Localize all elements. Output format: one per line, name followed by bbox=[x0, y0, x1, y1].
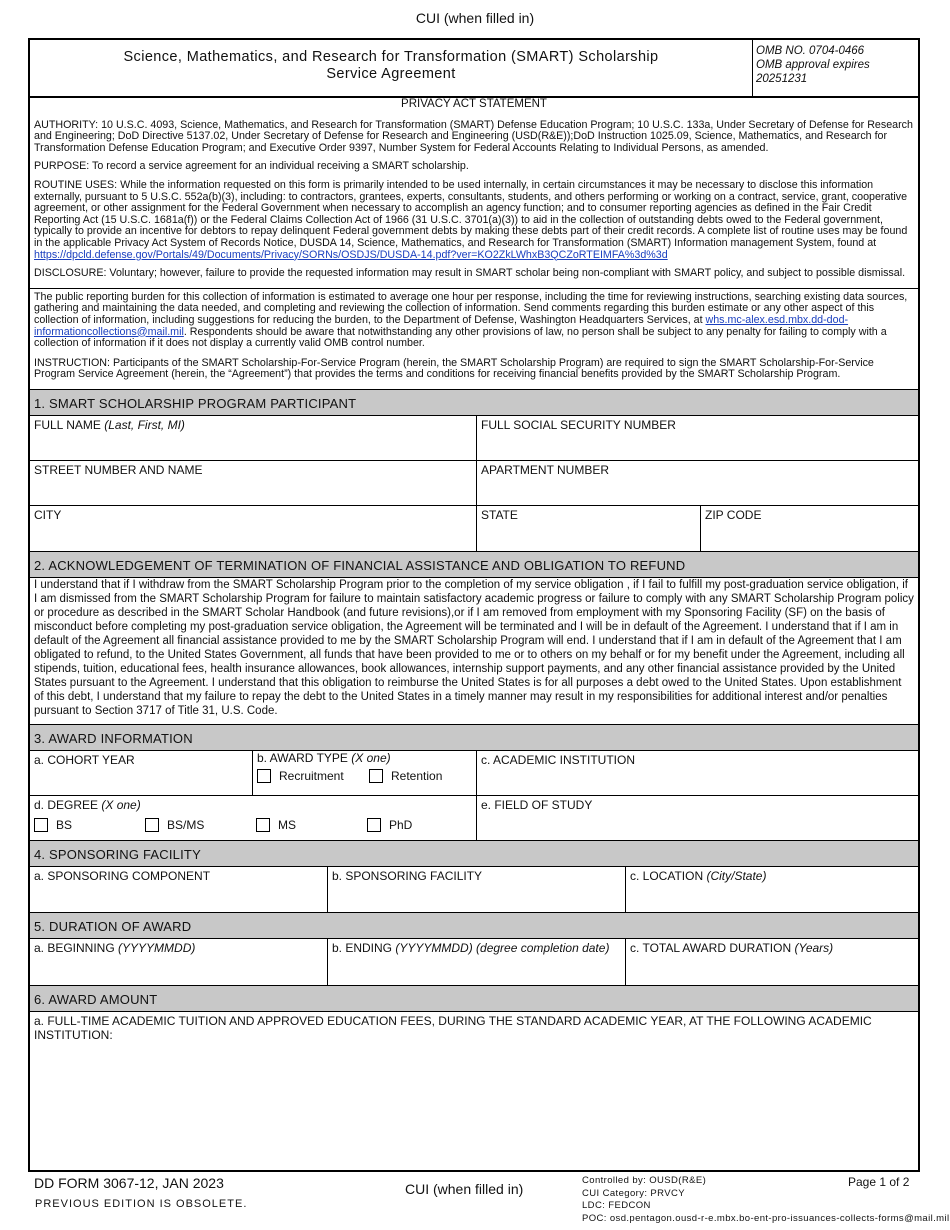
instruction-text: INSTRUCTION: Participants of the SMART Scholarship-For-Service Program (herein, the SMART Scholarship Program) are required to sign the SMART Scholarship-For-Service Program Service Agreement (herein, the “Agreement”) that provides the terms and conditions for receiving financial benefits provided by the SMART Scholarship Program. bbox=[34, 356, 874, 381]
cui-marking-top: CUI (when filled in) bbox=[415, 10, 535, 26]
academic-institution-label: c. ACADEMIC INSTITUTION bbox=[481, 752, 636, 767]
cohort-year-label: a. COHORT YEAR bbox=[34, 752, 135, 767]
tuition-label: a. FULL-TIME ACADEMIC TUITION AND APPROVED EDUCATION FEES, DURING THE STANDARD ACADEMIC YEAR, AT THE FOLLOWING ACADEMIC INSTITUTION: bbox=[34, 1013, 872, 1042]
state-label: STATE bbox=[481, 507, 518, 522]
sponsoring-component-label: a. SPONSORING COMPONENT bbox=[34, 868, 211, 883]
beginning-label: a. BEGINNING bbox=[34, 940, 115, 955]
sorn-link[interactable]: https://dpcld.defense.gov/Portals/49/Documents/Privacy/SORNs/OSDJS/DUSDA-14.pdf?ver=KO2ZkLWhxB3QCZoRTEIMFA%3d%3d bbox=[34, 248, 668, 261]
bsms-label: BS/MS bbox=[167, 817, 205, 832]
burden-statement bbox=[30, 289, 918, 381]
service-agreement-form bbox=[28, 38, 920, 1172]
privacy-disclosure: DISCLOSURE: Voluntary; however, failure to provide the requested information may result in SMART scholar being non-compliant with SMART policy, and subject to possible dismissal. bbox=[34, 267, 906, 280]
section-1-header: 1. SMART SCHOLARSHIP PROGRAM PARTICIPANT bbox=[30, 389, 918, 416]
row-city-state-zip bbox=[30, 506, 918, 551]
ms-checkbox[interactable] bbox=[256, 818, 270, 832]
location-hint: (City/State) bbox=[706, 868, 767, 883]
omb-box bbox=[752, 40, 918, 96]
privacy-authority: AUTHORITY: 10 U.S.C. 4093, Science, Mathematics, and Research for Transformation (SMART) Defense Education Program; 10 U.S.C. 133a, Under Secretary of Defense for Research and Engineering; DoD Directive 5137.02, Under Secretary of Defense for Research and Engineering (USD(R&E));DoD Instruction 1025.09, Science, Mathematics, and Research for Transformation Defense Education Program; and Executive Order 9397, Number System for Federal Accounts Relating to Individual Persons, as amended. bbox=[34, 118, 913, 154]
street-label: STREET NUMBER AND NAME bbox=[34, 462, 203, 477]
tuition-field[interactable] bbox=[30, 1012, 918, 1044]
zip-label: ZIP CODE bbox=[705, 507, 762, 522]
degree-label-wrap bbox=[34, 798, 472, 812]
ending-field[interactable] bbox=[328, 939, 626, 985]
poc: POC: osd.pentagon.ousd-r-e.mbx.bo-ent-pro-issuances-collects-forms@mail.mil bbox=[582, 1212, 950, 1224]
controlled-by: Controlled by: OUSD(R&E) bbox=[582, 1175, 707, 1186]
location-field[interactable] bbox=[626, 867, 918, 912]
recruitment-label: Recruitment bbox=[279, 768, 344, 783]
recruitment-checkbox[interactable] bbox=[257, 769, 271, 783]
phd-label: PhD bbox=[389, 817, 413, 832]
burden-text bbox=[34, 292, 914, 350]
form-number: DD FORM 3067-12, JAN 2023 bbox=[34, 1175, 224, 1191]
degree-phd[interactable] bbox=[367, 818, 412, 832]
full-name-label: FULL NAME bbox=[34, 417, 101, 432]
zip-field[interactable] bbox=[701, 506, 918, 551]
ending-label: b. ENDING bbox=[332, 940, 393, 955]
total-duration-field[interactable] bbox=[626, 939, 918, 985]
previous-edition-note: PREVIOUS EDITION IS OBSOLETE. bbox=[35, 1198, 248, 1210]
privacy-routine-uses bbox=[34, 180, 914, 261]
bs-checkbox[interactable] bbox=[34, 818, 48, 832]
award-type-options bbox=[257, 769, 472, 783]
cui-category: CUI Category: PRVCY bbox=[582, 1187, 685, 1199]
privacy-title: PRIVACY ACT STATEMENT bbox=[401, 98, 547, 110]
row-name-ssn bbox=[30, 416, 918, 461]
ending-hint: (YYYYMMDD) (degree completion date) bbox=[395, 940, 610, 955]
sponsoring-component-field[interactable] bbox=[30, 867, 328, 912]
apartment-label: APARTMENT NUMBER bbox=[481, 462, 610, 477]
degree-options bbox=[34, 818, 472, 832]
beginning-hint: (YYYYMMDD) bbox=[118, 940, 196, 955]
ms-label: MS bbox=[278, 817, 296, 832]
full-name-hint: (Last, First, MI) bbox=[104, 417, 185, 432]
section-2-header: 2. ACKNOWLEDGEMENT OF TERMINATION OF FINANCIAL ASSISTANCE AND OBLIGATION TO REFUND bbox=[30, 551, 918, 578]
state-field[interactable] bbox=[477, 506, 701, 551]
form-title-line2: Service Agreement bbox=[326, 66, 456, 82]
privacy-act-statement bbox=[30, 98, 918, 289]
omb-expires-label: OMB approval expires bbox=[756, 59, 870, 71]
field-of-study-label: e. FIELD OF STUDY bbox=[481, 797, 593, 812]
award-type-hint: (X one) bbox=[351, 750, 391, 765]
acknowledgement-text: I understand that if I withdraw from the SMART Scholarship Program prior to the completion of my service obligation , if I fail to fulfill my post-graduation service obligation, if I am dismissed from the SMART Scholarship Program for failure to maintain satisfactory academic progress or failure to comply with any SMART Scholarship Program policy or procedure as described in the SMART Scholar Handbook (and future revisions),or if I am removed from employment with my Sponsoring Facility (SF) on the basis of misconduct before completing my post-graduation service obligation, the Agreement will be terminated and I will be in default of the Agreement. I understand that if I am in default of the Agreement all financial assistance provided to me by the SMART Scholarship Program will end. I understand that if I am in default of the Agreement that I am obligated to refund, to the United States Government, all funds that have been provided to me or to others on my behalf or for my benefit under the Agreement, including all stipends, tuition, educational fees, health insurance allowances, book allowances, internship support payments, and any other financial assistance provided by the United States pursuant to the Agreement. I understand that this obligation to reimburse the United States is for all purposes a debt owed to the United States. Upon establishment of this debt, I understand that my failure to repay the debt to the United States in a timely manner may result in my responsibilities for additional interest and/or penalties pursuant to Section 3717 of Title 31, U.S. Code. bbox=[34, 578, 914, 717]
award-type-label: b. AWARD TYPE bbox=[257, 750, 348, 765]
ssn-field[interactable] bbox=[477, 416, 918, 460]
row-award-info bbox=[30, 751, 918, 796]
award-type-retention[interactable] bbox=[369, 769, 442, 783]
academic-institution-field[interactable] bbox=[477, 751, 918, 795]
row-duration bbox=[30, 939, 918, 985]
ldc: LDC: FEDCON bbox=[582, 1200, 651, 1211]
form-title-line1: Science, Mathematics, and Research for Transformation (SMART) Scholarship bbox=[123, 49, 659, 65]
page-number: Page 1 of 2 bbox=[848, 1175, 910, 1189]
row-sponsoring bbox=[30, 867, 918, 912]
privacy-purpose: PURPOSE: To record a service agreement for an individual receiving a SMART scholarship. bbox=[34, 160, 469, 173]
section-3-header: 3. AWARD INFORMATION bbox=[30, 724, 918, 751]
retention-label: Retention bbox=[391, 768, 443, 783]
sponsoring-facility-label: b. SPONSORING FACILITY bbox=[332, 868, 483, 883]
section-6-header: 6. AWARD AMOUNT bbox=[30, 985, 918, 1012]
full-name-field[interactable] bbox=[30, 416, 477, 460]
award-type-field bbox=[253, 751, 477, 795]
award-type-label-wrap bbox=[257, 751, 472, 765]
omb-expires-date: 20251231 bbox=[756, 73, 808, 85]
bs-label: BS bbox=[56, 817, 73, 832]
omb-number: OMB NO. 0704-0466 bbox=[756, 45, 865, 57]
retention-checkbox[interactable] bbox=[369, 769, 383, 783]
degree-hint: (X one) bbox=[101, 797, 141, 812]
degree-label: d. DEGREE bbox=[34, 797, 99, 812]
beginning-field[interactable] bbox=[30, 939, 328, 985]
burden-text-after: . Respondents should be aware that notwithstanding any other provisions of law, no person shall be subject to any penalty for failing to comply with a collection of information if it does not display a currently valid OMB control number. bbox=[34, 325, 887, 350]
burden-email-link[interactable]: whs.mc-alex.esd.mbx.dd-dod-informationcollections@mail.mil bbox=[34, 313, 849, 338]
cohort-year-field[interactable] bbox=[30, 751, 253, 795]
degree-ms[interactable] bbox=[256, 818, 367, 832]
section-4-header: 4. SPONSORING FACILITY bbox=[30, 840, 918, 867]
city-label: CITY bbox=[34, 507, 62, 522]
location-label: c. LOCATION bbox=[630, 868, 704, 883]
row-address bbox=[30, 461, 918, 506]
award-type-recruitment[interactable] bbox=[257, 769, 369, 783]
bsms-checkbox[interactable] bbox=[145, 818, 159, 832]
city-field[interactable] bbox=[30, 506, 477, 551]
form-header bbox=[30, 40, 918, 98]
routine-uses-text: ROUTINE USES: While the information requested on this form is primarily intended to be used internally, in certain circumstances it may be necessary to disclose this information externally, pursuant to 5 U.S.C. 552a(b)(3), including: to contractors, grantees, experts, consultants, students, and others performing or working on a contract, service, grant, cooperative agreement, or other assignment for the Federal Government when necessary to accomplish an agency function; and to consumer reporting agencies as defined in the Fair Credit Reporting Act (15 U.S.C. 1681a(f)) or the Federal Claims Collection Act of 1966 (31 U.S.C. 3701(a)(3)) to aid in the collection of outstanding debts owed to the Federal government, typically to provide an incentive for debtors to repay delinquent Federal government debts by making these debts part of their credit records. A complete list of routine uses may be found in the applicable Privacy Act System of Records Notice, DUSDA 14, Science, Mathematics, and Research for Transformation (SMART) Information management System, found at bbox=[34, 178, 908, 249]
form-footer bbox=[0, 1174, 950, 1230]
total-duration-hint: (Years) bbox=[794, 940, 834, 955]
street-field[interactable] bbox=[30, 461, 477, 505]
sponsoring-facility-field[interactable] bbox=[328, 867, 626, 912]
field-of-study-field[interactable] bbox=[477, 796, 918, 840]
ssn-label: FULL SOCIAL SECURITY NUMBER bbox=[481, 417, 676, 432]
row-degree-field bbox=[30, 796, 918, 840]
section-5-header: 5. DURATION OF AWARD bbox=[30, 912, 918, 939]
degree-bs[interactable] bbox=[34, 818, 145, 832]
degree-field bbox=[30, 796, 477, 840]
burden-text-before: The public reporting burden for this collection of information is estimated to average one hour per response, including the time for reviewing instructions, searching existing data sources, gathering and maintaining the data needed, and completing and reviewing the collection of information. Send comments regarding this burden estimate or any other aspect of this collection of information, including suggestions for reducing the burden, to the Department of Defense, Washington Headquarters Services, at bbox=[34, 290, 908, 326]
form-title bbox=[30, 40, 752, 96]
total-duration-label: c. TOTAL AWARD DURATION bbox=[630, 940, 792, 955]
cui-marking-bottom: CUI (when filled in) bbox=[405, 1181, 524, 1197]
apartment-field[interactable] bbox=[477, 461, 918, 505]
degree-bsms[interactable] bbox=[145, 818, 256, 832]
phd-checkbox[interactable] bbox=[367, 818, 381, 832]
